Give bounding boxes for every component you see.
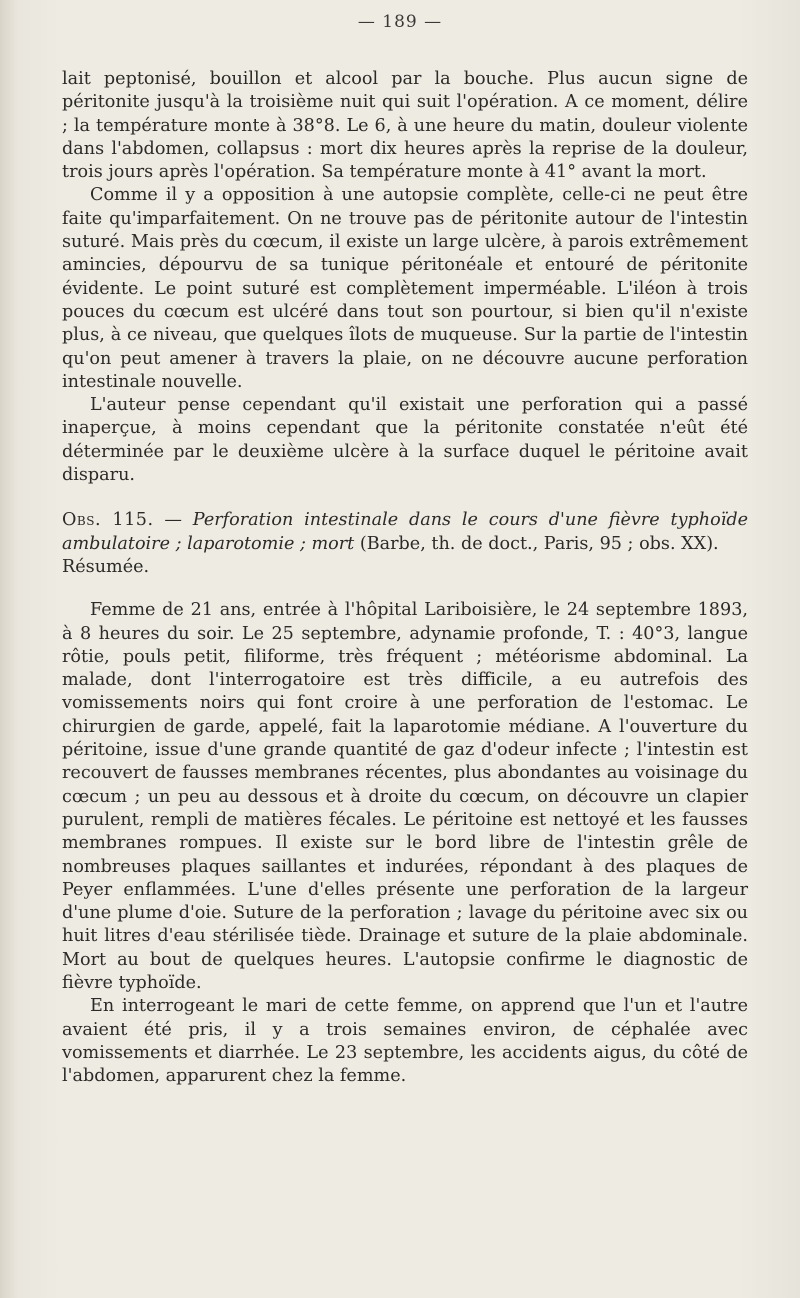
page-number: — 189 — <box>357 12 443 32</box>
observation-label: Obs. 115. <box>62 510 154 531</box>
observation-resume: Résumée. <box>62 556 150 577</box>
paragraph: lait peptonisé, bouillon et alcool par la bouche. Plus aucun signe de péritonite jusqu'à la troisième nuit qui suit l'opération. A ce moment, délire ; la température monte à 38°8. Le 6, à une heure du matin, douleur violente dans l'abdomen, collapsus : mort dix heures après la reprise de la douleur, trois jours après l'opération. Sa température monte à 41° avant la mort. <box>62 69 748 183</box>
paragraph: L'auteur pense cependant qu'il existait une perforation qui a passé inaperçue, à moins cependant que la péritonite constatée n'eût été déterminée par le deuxième ulcère à la surface duquel le péritoine avait disparu. <box>62 395 748 486</box>
observation-heading <box>62 509 748 556</box>
observation-source: (Barbe, th. de doct., Paris, 95 ; obs. XX). <box>354 533 719 554</box>
body-text <box>62 68 748 1088</box>
observation-dash: — <box>153 510 193 531</box>
case-paragraph: En interrogeant le mari de cette femme, on apprend que l'un et l'autre avaient été pris, il y a trois semaines environ, de céphalée avec vomissements et diarrhée. Le 23 septembre, les accidents aigus, du côté de l'abdomen, apparurent chez la femme. <box>62 996 748 1087</box>
paragraph: Comme il y a opposition à une autopsie complète, celle-ci ne peut être faite qu'imparfaitement. On ne trouve pas de péritonite autour de l'intestin suturé. Mais près du cœcum, il existe un large ulcère, à parois extrêmement amincies, dépourvu de sa tunique péritonéale et entouré de péritonite évidente. Le point suturé est complètement imperméable. L'iléon à trois pouces du cœcum est ulcéré dans tout son pourtour, si bien qu'il n'existe plus, à ce niveau, que quelques îlots de muqueuse. Sur la partie de l'intestin qu'on peut amener à travers la plaie, on ne découvre aucune perforation intestinale nouvelle. <box>62 185 748 392</box>
observation-title: Perforation intestinale dans le cours d'une fièvre typhoïde ambulatoire ; laparotomie ; mort <box>62 510 748 554</box>
case-paragraph: Femme de 21 ans, entrée à l'hôpital Lariboisière, le 24 septembre 1893, à 8 heures du soir. Le 25 septembre, adynamie profonde, T. : 40°3, langue rôtie, pouls petit, filiforme, très fréquent ; météorisme abdominal. La malade, dont l'interrogatoire est très difficile, a eu autrefois des vomissements noirs qui font croire à une perforation de l'estomac. Le chirurgien de garde, appelé, fait la laparotomie médiane. A l'ouverture du péritoine, issue d'une grande quantité de gaz d'odeur infecte ; l'intestin est recouvert de fausses membranes récentes, plus abondantes au voisinage du cœcum ; un peu au dessous et à droite du cœcum, on découvre un clapier purulent, rempli de matières fécales. Le péritoine est nettoyé et les fausses membranes rompues. Il existe sur le bord libre de l'intestin grêle de nombreuses plaques saillantes et indurées, répondant à des plaques de Peyer enflammées. L'une d'elles présente une perforation de la largeur d'une plume d'oie. Suture de la perforation ; lavage du péritoine avec six ou huit litres d'eau stérilisée tiède. Drainage et suture de la plaie abdominale. Mort au bout de quelques heures. L'autopsie confirme le diagnostic de fièvre typhoïde. <box>62 600 748 993</box>
